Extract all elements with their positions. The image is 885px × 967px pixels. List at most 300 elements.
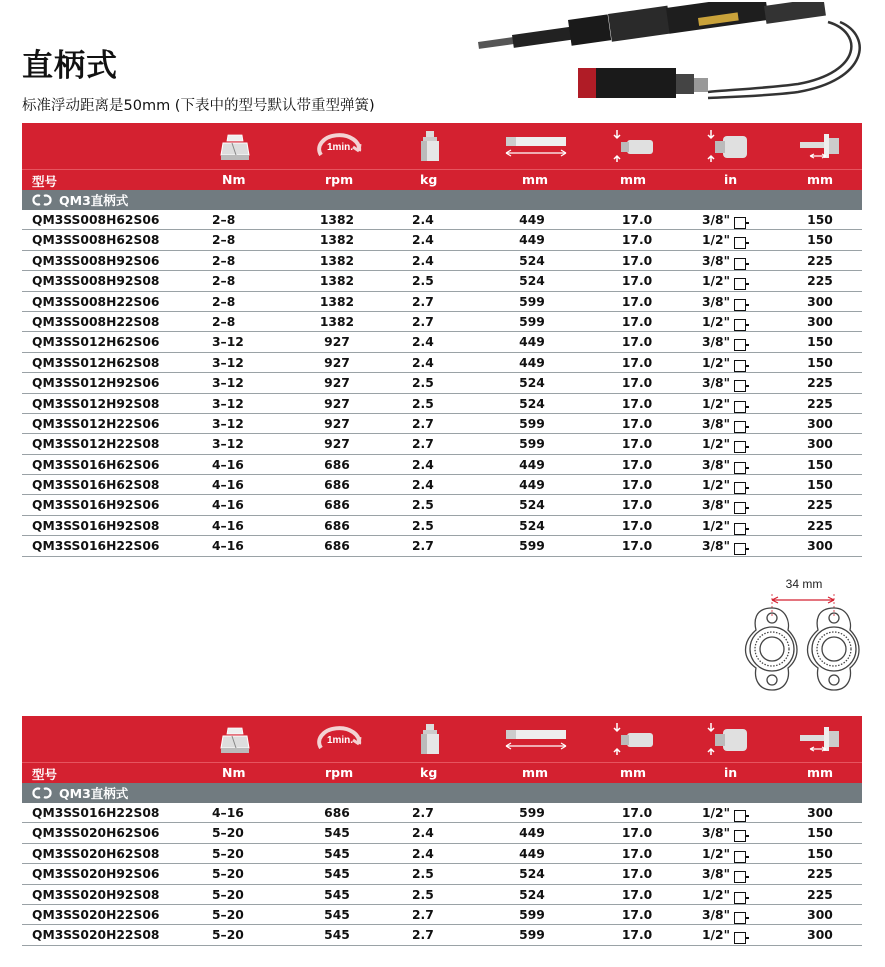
col-header-model: 型号 — [32, 174, 58, 189]
stroke-cell: 17.0 — [621, 907, 653, 922]
col-header-drive: in — [724, 172, 738, 187]
stroke-cell: 17.0 — [621, 887, 653, 902]
speed-cell: 927 — [324, 355, 350, 370]
flange-cell: 225 — [807, 887, 833, 902]
table-body — [22, 210, 862, 557]
torque-cell: 3–12 — [212, 437, 244, 452]
speed-cell: 1382 — [319, 253, 355, 268]
speed-cell: 545 — [324, 887, 350, 902]
stroke-cell: 17.0 — [621, 253, 653, 268]
model-cell: QM3SS008H92S06 — [32, 253, 160, 268]
speed-cell: 1382 — [319, 274, 355, 289]
model-cell: QM3SS016H92S08 — [32, 518, 160, 533]
drive-size-text: 3/8" — [702, 213, 731, 227]
table-row — [22, 292, 862, 312]
speed-cell: 1382 — [319, 233, 355, 248]
stroke-cell: 17.0 — [621, 539, 653, 554]
length-cell: 524 — [519, 376, 545, 391]
col-header-drive: in — [724, 765, 738, 780]
weight-cell: 2.5 — [412, 887, 434, 902]
torque-cell: 2–8 — [212, 294, 236, 309]
weight-cell: 2.7 — [412, 314, 434, 329]
table-row — [22, 455, 862, 475]
col-header-model: 型号 — [32, 767, 58, 782]
svg-text:1min.: 1min. — [326, 142, 354, 153]
unit-header-band — [22, 169, 862, 190]
speed-1min-icon — [310, 720, 370, 758]
model-cell: QM3SS016H22S08 — [32, 806, 160, 820]
weight-cell: 2.5 — [412, 518, 434, 533]
torque-cell: 3–12 — [212, 335, 244, 350]
flange-cell: 150 — [807, 213, 833, 227]
speed-cell: 545 — [324, 846, 350, 861]
flange-cell: 150 — [807, 846, 833, 861]
square-drive-symbol-icon — [734, 932, 746, 944]
table-row — [22, 312, 862, 332]
torque-cell: 2–8 — [212, 213, 236, 227]
drive-size-text: 1/2" — [702, 846, 731, 861]
torque-nut-icon — [212, 720, 258, 758]
flange-cell: 300 — [807, 806, 833, 820]
model-cell: QM3SS016H62S08 — [32, 478, 160, 493]
length-cell: 599 — [519, 314, 545, 329]
stroke-cell: 17.0 — [621, 314, 653, 329]
speed-cell: 686 — [324, 457, 350, 472]
stroke-cell: 17.0 — [621, 928, 653, 943]
speed-cell: 927 — [324, 396, 350, 411]
weight-cell: 2.7 — [412, 539, 434, 554]
square-drive-symbol-icon — [734, 871, 746, 883]
drive-cell — [702, 213, 766, 227]
series-logo-icon — [31, 787, 53, 799]
col-header-flange: mm — [807, 172, 834, 187]
speed-cell: 686 — [324, 539, 350, 554]
flange-cell: 150 — [807, 457, 833, 472]
length-cell: 599 — [519, 806, 545, 820]
weight-cell: 2.4 — [412, 846, 434, 861]
table-row — [22, 905, 862, 925]
stroke-cell: 17.0 — [621, 457, 653, 472]
model-cell: QM3SS012H62S08 — [32, 355, 160, 370]
flange-cell: 150 — [807, 826, 833, 841]
series-logo-icon — [31, 194, 53, 206]
drive-cell — [702, 498, 766, 512]
drive-cell — [702, 397, 766, 411]
weight-cell: 2.5 — [412, 498, 434, 513]
length-cell: 524 — [519, 396, 545, 411]
torque-nut-icon — [212, 127, 258, 165]
flange-cell: 300 — [807, 437, 833, 452]
length-cell: 449 — [519, 335, 545, 350]
drive-cell — [702, 233, 766, 247]
speed-1min-icon — [310, 127, 370, 165]
drive-cell — [702, 437, 766, 451]
table-row — [22, 353, 862, 373]
table-row — [22, 495, 862, 515]
drive-cell — [702, 478, 766, 492]
nutrunner-tool-illustration — [468, 2, 868, 110]
page-title: 直柄式 — [22, 48, 118, 84]
weight-cell: 2.7 — [412, 416, 434, 431]
length-icon — [492, 720, 582, 758]
flange-cell: 150 — [807, 355, 833, 370]
model-cell: QM3SS012H92S06 — [32, 376, 160, 391]
model-cell: QM3SS008H22S06 — [32, 294, 160, 309]
drive-size-text: 1/2" — [702, 314, 731, 329]
drive-size-text: 1/2" — [702, 806, 731, 820]
square-drive-symbol-icon — [734, 523, 746, 535]
drive-size-text: 1/2" — [702, 274, 731, 289]
drive-cell — [702, 867, 766, 881]
stroke-cell: 17.0 — [621, 294, 653, 309]
table-row — [22, 803, 862, 823]
weight-cell: 2.5 — [412, 396, 434, 411]
weight-cell: 2.4 — [412, 355, 434, 370]
drive-cell — [702, 928, 766, 942]
spec-table-1 — [22, 123, 862, 557]
weight-cell: 2.4 — [412, 478, 434, 493]
torque-cell: 2–8 — [212, 233, 236, 248]
col-header-rpm: rpm — [325, 172, 354, 187]
length-cell: 524 — [519, 274, 545, 289]
torque-cell: 4–16 — [212, 478, 244, 493]
speed-cell: 545 — [324, 826, 350, 841]
spec-table-2 — [22, 716, 862, 946]
table-row — [22, 925, 862, 945]
table-row — [22, 394, 862, 414]
drive-cell — [702, 274, 766, 288]
speed-cell: 1382 — [319, 294, 355, 309]
weight-cell: 2.5 — [412, 274, 434, 289]
flange-cell: 225 — [807, 396, 833, 411]
drive-cell — [702, 356, 766, 370]
float-stroke-icon — [606, 720, 666, 758]
length-cell: 524 — [519, 253, 545, 268]
stroke-cell: 17.0 — [621, 498, 653, 513]
flange-cell: 225 — [807, 518, 833, 533]
flange-cell: 150 — [807, 233, 833, 248]
model-cell: QM3SS012H22S06 — [32, 416, 160, 431]
drive-cell — [702, 376, 766, 390]
square-drive-symbol-icon — [734, 851, 746, 863]
flange-cell: 150 — [807, 335, 833, 350]
drive-size-text: 3/8" — [702, 335, 731, 350]
flange-cell: 225 — [807, 253, 833, 268]
torque-cell: 2–8 — [212, 253, 236, 268]
stroke-cell: 17.0 — [621, 355, 653, 370]
drive-size-text: 3/8" — [702, 867, 731, 882]
square-drive-symbol-icon — [734, 441, 746, 453]
icon-header-band — [22, 123, 862, 169]
table-row — [22, 536, 862, 556]
length-cell: 449 — [519, 233, 545, 248]
col-header-flange: mm — [807, 765, 834, 780]
square-drive-symbol-icon — [734, 543, 746, 555]
drive-size-text: 3/8" — [702, 826, 731, 841]
square-drive-symbol-icon — [734, 482, 746, 494]
drive-cell — [702, 806, 766, 820]
stroke-cell: 17.0 — [621, 806, 653, 820]
speed-cell: 686 — [324, 806, 350, 820]
flange-cell: 150 — [807, 478, 833, 493]
torque-cell: 4–16 — [212, 457, 244, 472]
col-header-nm: Nm — [222, 172, 246, 187]
model-cell: QM3SS008H92S08 — [32, 274, 160, 289]
col-header-stroke: mm — [620, 172, 647, 187]
stroke-cell: 17.0 — [621, 867, 653, 882]
drive-size-text: 1/2" — [702, 437, 731, 452]
square-drive-symbol-icon — [734, 217, 746, 229]
model-cell: QM3SS020H62S06 — [32, 826, 160, 841]
speed-cell: 1382 — [319, 213, 355, 227]
col-header-kg: kg — [420, 172, 438, 187]
speed-cell: 1382 — [319, 314, 355, 329]
length-cell: 449 — [519, 457, 545, 472]
flange-cell: 300 — [807, 416, 833, 431]
stroke-cell: 17.0 — [621, 416, 653, 431]
table-row — [22, 823, 862, 843]
svg-text:1min.: 1min. — [326, 735, 354, 746]
speed-cell: 545 — [324, 928, 350, 943]
model-cell: QM3SS016H22S06 — [32, 539, 160, 554]
unit-header-band — [22, 762, 862, 783]
table-row — [22, 332, 862, 352]
speed-cell: 686 — [324, 478, 350, 493]
icon-header-band — [22, 716, 862, 762]
speed-cell: 545 — [324, 867, 350, 882]
table-row — [22, 251, 862, 271]
stroke-cell: 17.0 — [621, 478, 653, 493]
square-drive-symbol-icon — [734, 421, 746, 433]
drive-cell — [702, 847, 766, 861]
stroke-cell: 17.0 — [621, 274, 653, 289]
drive-cell — [702, 539, 766, 553]
speed-cell: 927 — [324, 416, 350, 431]
weight-cell: 2.4 — [412, 457, 434, 472]
length-icon — [492, 127, 582, 165]
series-band — [22, 190, 862, 210]
square-drive-symbol-icon — [734, 502, 746, 514]
flange-mount-diagram — [738, 572, 872, 708]
drive-size-text: 1/2" — [702, 518, 731, 533]
weight-cell: 2.5 — [412, 376, 434, 391]
drive-cell — [702, 519, 766, 533]
flange-dimension-label: 34 mm — [785, 577, 823, 591]
model-cell: QM3SS016H92S06 — [32, 498, 160, 513]
length-cell: 449 — [519, 826, 545, 841]
table-row — [22, 434, 862, 454]
square-drive-symbol-icon — [734, 401, 746, 413]
drive-size-text: 3/8" — [702, 416, 731, 431]
length-cell: 599 — [519, 437, 545, 452]
length-cell: 599 — [519, 907, 545, 922]
square-drive-symbol-icon — [734, 258, 746, 270]
length-cell: 524 — [519, 518, 545, 533]
torque-cell: 3–12 — [212, 355, 244, 370]
flange-cell: 300 — [807, 314, 833, 329]
drive-size-text: 3/8" — [702, 253, 731, 268]
square-drive-symbol-icon — [734, 278, 746, 290]
drive-cell — [702, 335, 766, 349]
speed-cell: 927 — [324, 437, 350, 452]
length-cell: 599 — [519, 416, 545, 431]
length-cell: 449 — [519, 478, 545, 493]
torque-cell: 2–8 — [212, 274, 236, 289]
speed-cell: 545 — [324, 907, 350, 922]
weight-cell: 2.4 — [412, 213, 434, 227]
drive-cell — [702, 458, 766, 472]
length-cell: 599 — [519, 539, 545, 554]
torque-cell: 4–16 — [212, 518, 244, 533]
square-drive-symbol-icon — [734, 912, 746, 924]
table-row — [22, 844, 862, 864]
series-label: QM3直柄式 — [59, 786, 129, 801]
torque-cell: 2–8 — [212, 314, 236, 329]
table-row — [22, 414, 862, 434]
drive-size-text: 1/2" — [702, 396, 731, 411]
weight-cell: 2.5 — [412, 867, 434, 882]
torque-cell: 3–12 — [212, 396, 244, 411]
speed-cell: 686 — [324, 518, 350, 533]
col-header-rpm: rpm — [325, 765, 354, 780]
table-row — [22, 210, 862, 230]
drive-size-text: 3/8" — [702, 376, 731, 391]
speed-cell: 927 — [324, 335, 350, 350]
weight-cell: 2.7 — [412, 928, 434, 943]
length-cell: 524 — [519, 498, 545, 513]
drive-size-text: 1/2" — [702, 928, 731, 943]
drive-size-text: 1/2" — [702, 355, 731, 370]
length-cell: 449 — [519, 213, 545, 227]
table-row — [22, 373, 862, 393]
model-cell: QM3SS020H92S06 — [32, 867, 160, 882]
flange-cell: 300 — [807, 539, 833, 554]
weight-cell: 2.7 — [412, 437, 434, 452]
col-header-stroke: mm — [620, 765, 647, 780]
torque-cell: 5–20 — [212, 887, 244, 902]
square-drive-symbol-icon — [734, 299, 746, 311]
weight-cell: 2.4 — [412, 335, 434, 350]
page-subtitle: 标准浮动距离是50mm (下表中的型号默认带重型弹簧) — [22, 98, 375, 114]
col-header-nm: Nm — [222, 765, 246, 780]
model-cell: QM3SS008H62S06 — [32, 213, 160, 227]
col-header-length: mm — [522, 765, 549, 780]
length-cell: 449 — [519, 846, 545, 861]
table-row — [22, 271, 862, 291]
square-drive-symbol-icon — [734, 339, 746, 351]
weight-icon — [412, 720, 448, 758]
series-label: QM3直柄式 — [59, 193, 129, 208]
square-drive-symbol-icon — [734, 380, 746, 392]
torque-cell: 5–20 — [212, 846, 244, 861]
drive-size-text: 3/8" — [702, 498, 731, 513]
flange-cell: 300 — [807, 928, 833, 943]
drive-size-text: 1/2" — [702, 887, 731, 902]
stroke-cell: 17.0 — [621, 233, 653, 248]
torque-cell: 5–20 — [212, 826, 244, 841]
col-header-length: mm — [522, 172, 549, 187]
torque-cell: 3–12 — [212, 376, 244, 391]
flange-icon — [792, 127, 848, 165]
stroke-cell: 17.0 — [621, 213, 653, 227]
drive-size-text: 1/2" — [702, 233, 731, 248]
table-row — [22, 516, 862, 536]
square-drive-symbol-icon — [734, 237, 746, 249]
flange-cell: 225 — [807, 498, 833, 513]
torque-cell: 5–20 — [212, 867, 244, 882]
drive-cell — [702, 908, 766, 922]
model-cell: QM3SS020H62S08 — [32, 846, 160, 861]
weight-cell: 2.7 — [412, 907, 434, 922]
flange-cell: 225 — [807, 274, 833, 289]
flange-cell: 300 — [807, 907, 833, 922]
flange-cell: 225 — [807, 376, 833, 391]
drive-cell — [702, 254, 766, 268]
col-header-kg: kg — [420, 765, 438, 780]
model-cell: QM3SS012H62S06 — [32, 335, 160, 350]
square-drive-symbol-icon — [734, 810, 746, 822]
flange-icon — [792, 720, 848, 758]
torque-cell: 5–20 — [212, 928, 244, 943]
square-drive-symbol-icon — [734, 830, 746, 842]
drive-cell — [702, 315, 766, 329]
table-body — [22, 803, 862, 946]
drive-cell — [702, 295, 766, 309]
weight-icon — [412, 127, 448, 165]
table-row — [22, 885, 862, 905]
stroke-cell: 17.0 — [621, 376, 653, 391]
drive-cell — [702, 888, 766, 902]
stroke-cell: 17.0 — [621, 335, 653, 350]
square-drive-icon — [700, 127, 760, 165]
drive-cell — [702, 417, 766, 431]
square-drive-icon — [700, 720, 760, 758]
model-cell: QM3SS012H22S08 — [32, 437, 160, 452]
drive-size-text: 1/2" — [702, 478, 731, 493]
table-row — [22, 864, 862, 884]
weight-cell: 2.4 — [412, 826, 434, 841]
float-stroke-icon — [606, 127, 666, 165]
speed-cell: 686 — [324, 498, 350, 513]
square-drive-symbol-icon — [734, 319, 746, 331]
weight-cell: 2.4 — [412, 233, 434, 248]
stroke-cell: 17.0 — [621, 396, 653, 411]
length-cell: 599 — [519, 294, 545, 309]
model-cell: QM3SS008H22S08 — [32, 314, 160, 329]
length-cell: 524 — [519, 887, 545, 902]
flange-cell: 225 — [807, 867, 833, 882]
length-cell: 524 — [519, 867, 545, 882]
weight-cell: 2.7 — [412, 294, 434, 309]
square-drive-symbol-icon — [734, 360, 746, 372]
model-cell: QM3SS012H92S08 — [32, 396, 160, 411]
stroke-cell: 17.0 — [621, 518, 653, 533]
model-cell: QM3SS020H22S08 — [32, 928, 160, 943]
torque-cell: 4–16 — [212, 498, 244, 513]
stroke-cell: 17.0 — [621, 846, 653, 861]
table-row — [22, 475, 862, 495]
model-cell: QM3SS008H62S08 — [32, 233, 160, 248]
stroke-cell: 17.0 — [621, 826, 653, 841]
drive-size-text: 3/8" — [702, 457, 731, 472]
weight-cell: 2.4 — [412, 253, 434, 268]
torque-cell: 5–20 — [212, 907, 244, 922]
stroke-cell: 17.0 — [621, 437, 653, 452]
model-cell: QM3SS020H22S06 — [32, 907, 160, 922]
torque-cell: 4–16 — [212, 539, 244, 554]
speed-cell: 927 — [324, 376, 350, 391]
drive-size-text: 3/8" — [702, 907, 731, 922]
